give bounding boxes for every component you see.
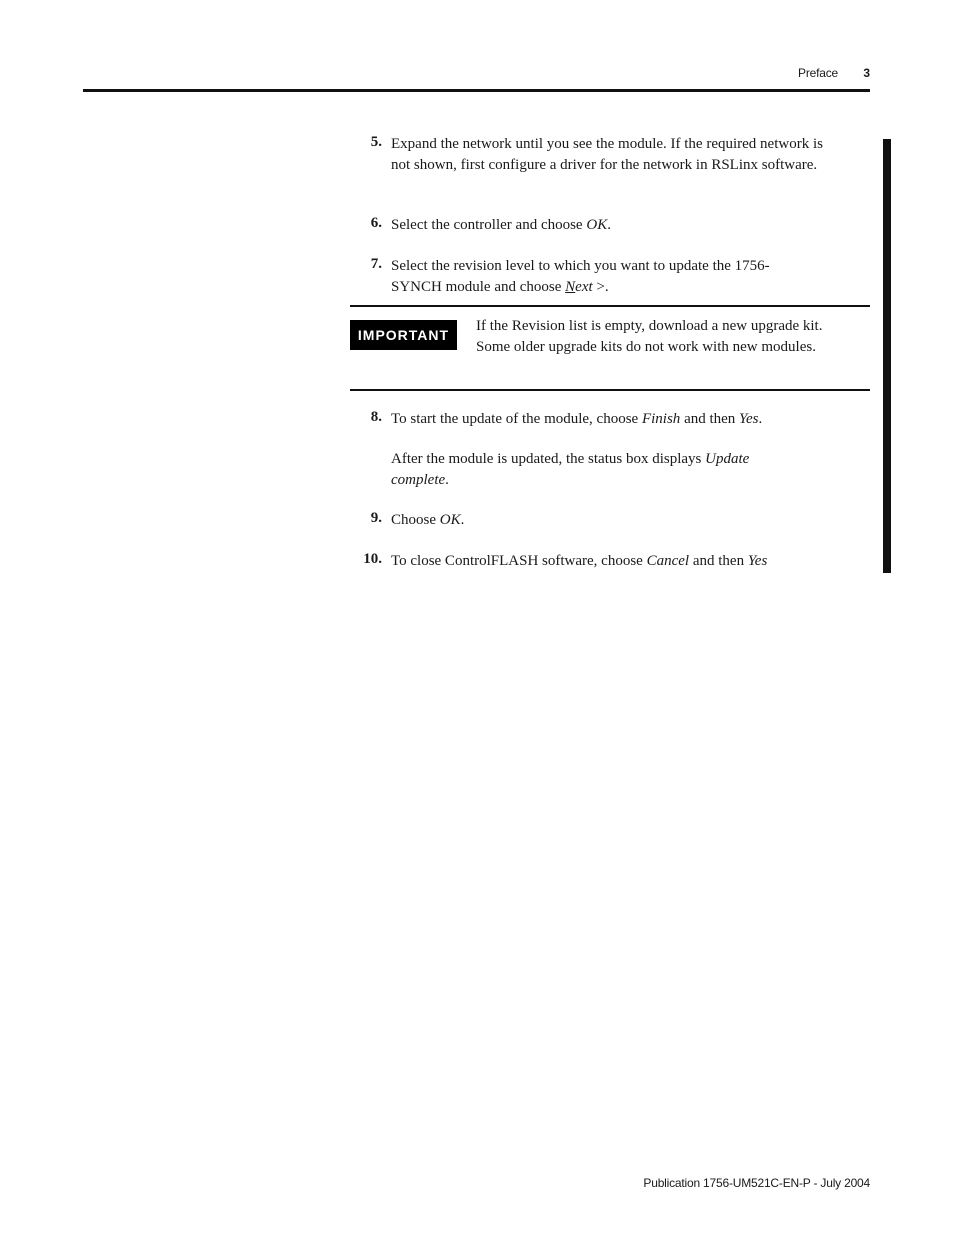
step-9-number: 9. [370,510,382,526]
step-6-text: Select the controller and choose OK. [391,217,611,233]
step-5-number: 5. [370,134,382,150]
step-8-result-text: After the module is updated, the status box displays Update complete. [391,451,750,488]
important-bottom-rule [350,389,870,391]
footer-publication: Publication 1756-UM521C-EN-P - July 2004 [643,1176,870,1190]
step-8-text: To start the update of the module, choose Finish and then Yes. [391,411,763,427]
step-8-number: 8. [370,409,382,425]
header-rule [83,89,870,92]
step-7-text: Select the revision level to which you want to update the 1756-SYNCH module and choose Next >. [391,258,770,295]
header-section-title: Preface [798,66,838,80]
important-top-rule [350,305,870,307]
change-bar [883,139,891,573]
step-10-text: To close ControlFLASH software, choose Cancel and then Yes [391,553,768,569]
step-6-number: 6. [370,215,382,231]
important-text: If the Revision list is empty, download a new upgrade kit. Some older upgrade kits do not work with new modules. [476,318,823,355]
important-label: IMPORTANT [350,320,457,350]
step-9-text: Choose OK. [391,512,465,528]
step-7-number: 7. [370,256,382,272]
header-page-number: 3 [863,66,870,80]
step-5-text: Expand the network until you see the module. If the required network is not shown, first configure a driver for the network in RSLinx software. [391,136,823,173]
step-10-number: 10. [363,551,382,567]
